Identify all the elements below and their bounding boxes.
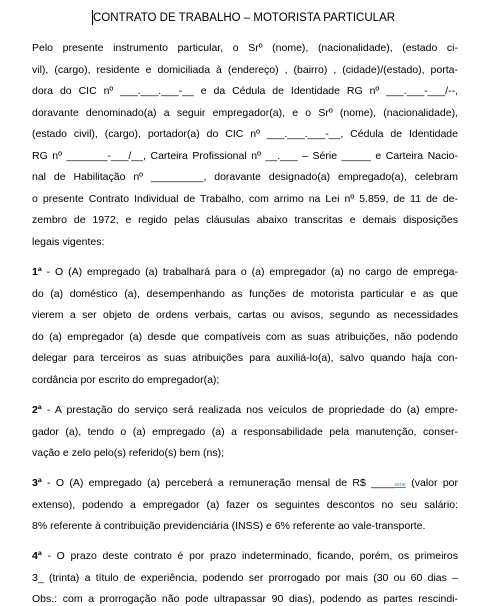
clause-3-line: extenso), podendo a empregador (a) fazer os seguintes descontos no seu salário: bbox=[32, 499, 458, 511]
preamble-line: legais vigentes: bbox=[32, 236, 105, 248]
clause-3-line bbox=[32, 476, 458, 490]
clause-1-number: 1ª bbox=[32, 266, 42, 278]
preamble-line: o presente Contrato Individual de Trabalho, com arrimo na Lei nº 5.859, de 11 de de- bbox=[32, 193, 458, 205]
preamble-line: dora do CIC nº ___.___.___-__ e da Cédula de Identidade RG nº ___.___-___/--, bbox=[32, 85, 458, 97]
clause-1-line: do (a) empregador (a) desde que compatíveis com as suas atribuições, não podendo bbox=[32, 331, 458, 343]
preamble-line: Pelo presente instrumento particular, o Srº (nome), (nacionalidade), (estado ci- bbox=[32, 42, 458, 54]
clause-3-number: 3ª bbox=[32, 477, 42, 489]
clause-1-line bbox=[32, 265, 458, 279]
clause-2-text: - A prestação do serviço será realizada nos veículos de propriedade do (a) empre- bbox=[41, 404, 458, 416]
clause-3-text-after: (valor por bbox=[405, 477, 458, 489]
clause-1-text: - O (A) empregado (a) trabalhará para o (a) empregador (a) no cargo de emprega- bbox=[41, 266, 458, 278]
clause-4-line: 3_ (trinta) a título de experiência, podendo ser prorrogado por mais (30 ou 60 dias – bbox=[32, 572, 458, 584]
clause-3-text-before: - O (A) empregado (a) perceberá a remuneração mensal de R$ bbox=[41, 477, 372, 489]
salary-note-link[interactable]: zerar bbox=[394, 482, 406, 488]
preamble-line: doravante denominado(a) a seguir empregador(a), e o Srº (nome), (nacionalidade), bbox=[32, 107, 458, 119]
clause-2-line: vação e zelo pelo(s) referido(s) bem (ns); bbox=[32, 447, 224, 459]
preamble-line: vil), (cargo), residente e domiciliada à (endereço) , (bairro) , (cidade)/(estado), porta- bbox=[32, 64, 458, 76]
clause-4-text: - O prazo deste contrato é por prazo indeterminado, ficando, porém, os primeiros bbox=[41, 550, 458, 562]
preamble-line: (estado civil), (cargo), portador(a) do CIC nº ___.___.___-__, Cédula de Identidade bbox=[32, 128, 458, 140]
clause-1-line: vierem a ser objeto de ordens verbais, cartas ou avisos, segundo as necessidades bbox=[32, 309, 458, 321]
document-title: CONTRATO DE TRABALHO – MOTORISTA PARTICULAR bbox=[93, 12, 396, 24]
clause-2-line bbox=[32, 403, 458, 417]
clause-4-line: Obs.: com a prorrogação não pode ultrapassar 90 dias), podendo as partes rescindi- bbox=[32, 593, 458, 605]
clause-3-line: 8% referente à contribuição previdenciária (INSS) e 6% referente ao vale-transporte. bbox=[32, 520, 426, 532]
clause-2-line: gador (a), tendo o (a) empregado (a) a responsabilidade pela manutenção, conser- bbox=[32, 426, 458, 438]
preamble-line: RG nº _______-___/__, Carteira Profissional nº __.___ – Série _____ e Carteira Nacio- bbox=[32, 150, 458, 162]
clause-1-line: cordância por escrito do empregador(a); bbox=[32, 374, 220, 386]
clause-4-line bbox=[32, 549, 458, 563]
salary-blank: ____ bbox=[371, 477, 395, 489]
clause-2-number: 2ª bbox=[32, 404, 42, 416]
clause-1-line: delegar para terceiros as suas atribuições para auxiliá-lo(a), salvo quando haja con- bbox=[32, 352, 458, 364]
preamble-line: zembro de 1972, e regido pelas cláusulas abaixo transcritas e demais disposições bbox=[32, 214, 458, 226]
clause-1-line: do (a) doméstico (a), desempenhando as funções de motorista particular e as que bbox=[32, 288, 458, 300]
preamble-line: nal de Habilitação nº _________, doravante designado(a) empregado(a), celebram bbox=[32, 171, 458, 183]
clause-4-number: 4ª bbox=[32, 550, 42, 562]
